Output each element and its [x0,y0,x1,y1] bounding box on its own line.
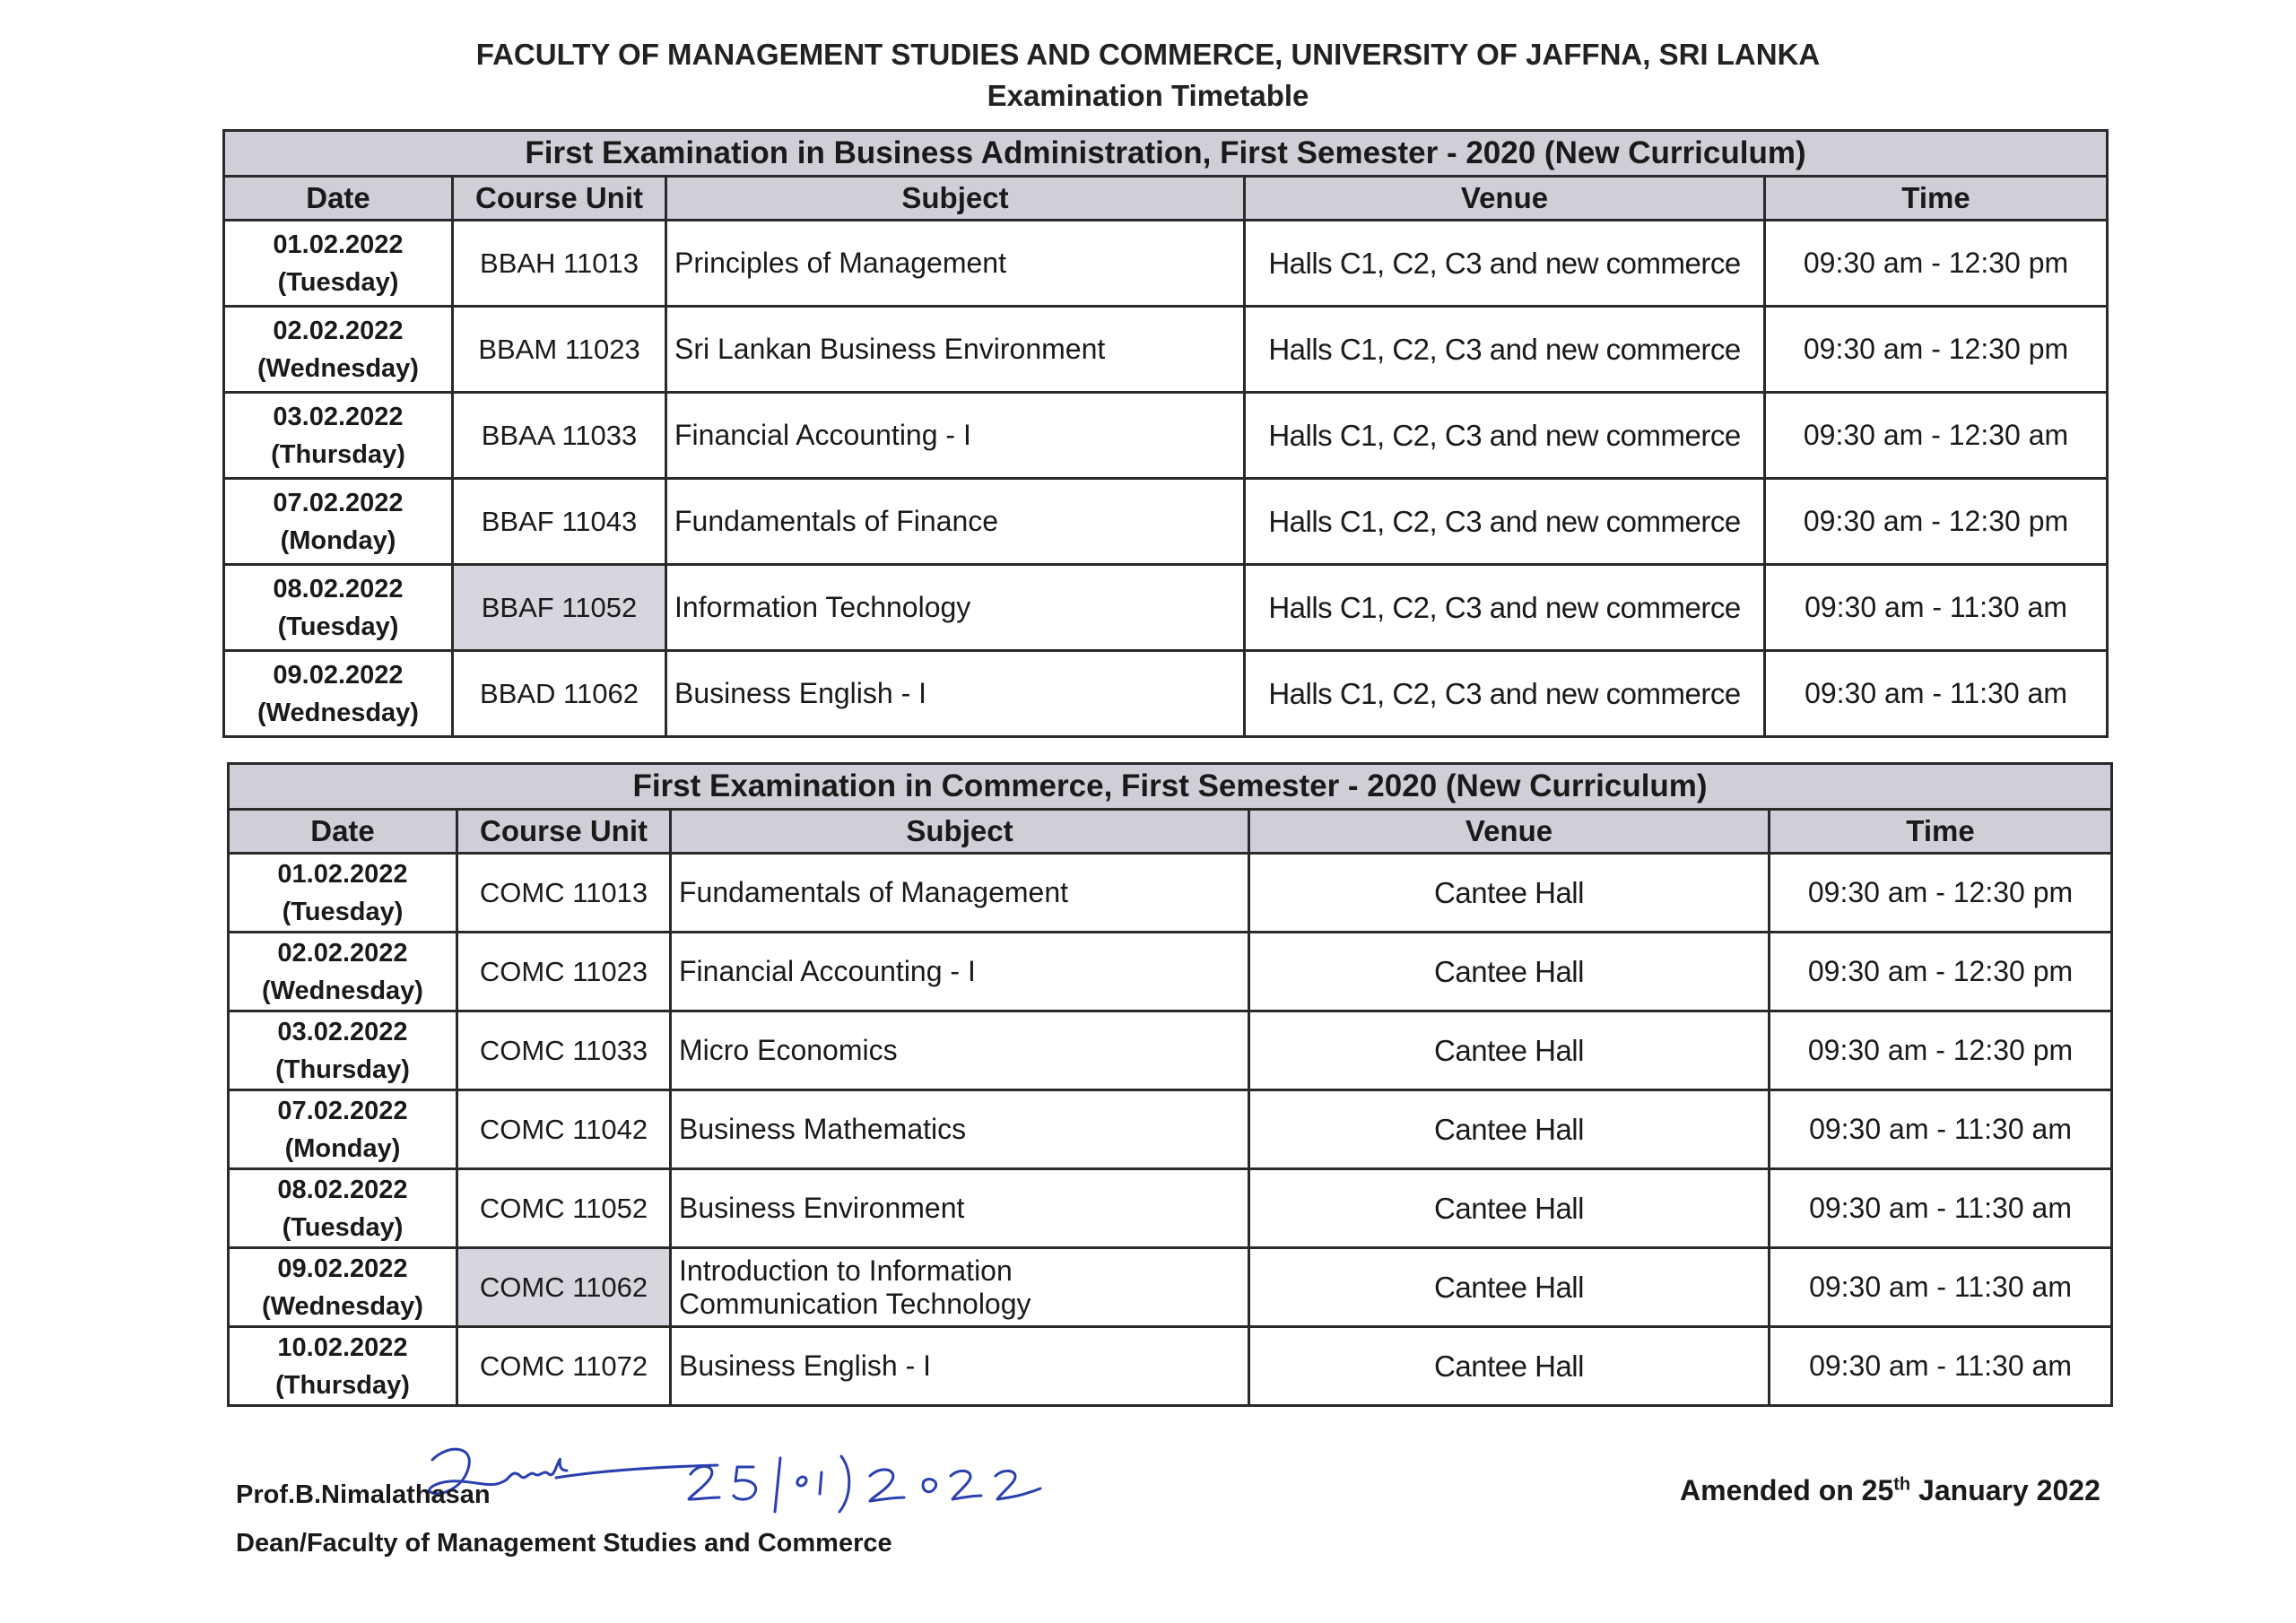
time-cell: 09:30 am - 11:30 am [1770,1327,2112,1406]
exam-day: (Tuesday) [282,897,404,926]
exam-date-cell [224,651,453,737]
course-unit-cell: COMC 11033 [457,1011,671,1090]
course-unit-cell: COMC 11062 [457,1248,671,1327]
time-cell: 09:30 am - 12:30 pm [1765,221,2108,307]
faculty-title: FACULTY OF MANAGEMENT STUDIES AND COMMERCE, UNIVERSITY OF JAFFNA, SRI LANKA [475,38,1821,71]
venue-cell: Cantee Hall [1249,933,1770,1011]
column-header-time: Time [1765,177,2108,221]
exam-date-cell [229,1327,457,1406]
subject-text: Fundamentals of Finance [674,505,999,537]
exam-date-cell [224,221,453,307]
column-header-date: Date [224,177,453,221]
subject-cell [666,307,1245,393]
venue-cell: Cantee Hall [1249,1169,1770,1248]
exam-day: (Wednesday) [257,353,419,383]
commerce-table-title: First Examination in Commerce, First Semester - 2020 (New Curriculum) [229,764,2112,810]
exam-day: (Tuesday) [282,1212,404,1242]
course-unit-cell: BBAF 11043 [453,479,666,565]
subject-cell [671,1090,1249,1169]
subject-cell [671,1327,1249,1406]
subject-text: Information Technology [674,591,971,623]
course-unit-cell: COMC 11072 [457,1327,671,1406]
venue-cell: Halls C1, C2, C3 and new commerce [1245,479,1765,565]
subject-cell [671,1248,1249,1327]
amended-date [1680,1474,2100,1507]
subject-cell [666,651,1245,737]
document-header [0,34,2296,117]
column-header-time: Time [1770,810,2112,854]
document-subtitle: Examination Timetable [987,79,1309,112]
time-cell: 09:30 am - 11:30 am [1765,565,2108,651]
column-header-course-unit: Course Unit [457,810,671,854]
course-unit-cell: BBAD 11062 [453,651,666,737]
exam-day: (Tuesday) [277,267,399,297]
venue-cell: Cantee Hall [1249,854,1770,933]
subject-text: Principles of Management [674,247,1006,279]
table-row [229,1090,2112,1169]
subject-text: Business Environment [679,1192,965,1224]
ba-table-title: First Examination in Business Administration, First Semester - 2020 (New Curriculum) [224,131,2108,177]
subject-cell [671,933,1249,1011]
exam-date-cell [224,565,453,651]
exam-day: (Thursday) [275,1055,410,1084]
subject-text: Business Mathematics [679,1113,967,1145]
exam-date: 09.02.2022 [273,660,404,690]
exam-date-cell [224,393,453,479]
column-header-venue: Venue [1245,177,1765,221]
subject-cell [666,565,1245,651]
column-header-subject: Subject [666,177,1245,221]
amended-suffix: January 2022 [1910,1474,2100,1506]
subject-cell [671,854,1249,933]
exam-date-cell [224,479,453,565]
exam-day: (Wednesday) [262,1291,423,1321]
ba-table-body [224,221,2108,737]
venue-cell: Cantee Hall [1249,1090,1770,1169]
column-header-subject: Subject [671,810,1249,854]
table-row [229,1248,2112,1327]
commerce-table-body [229,854,2112,1406]
exam-date: 09.02.2022 [277,1254,408,1283]
course-unit-cell: COMC 11013 [457,854,671,933]
subject-cell [666,393,1245,479]
table-row [224,479,2108,565]
table-row [224,393,2108,479]
exam-date-cell [229,1169,457,1248]
exam-date: 10.02.2022 [277,1332,408,1362]
course-unit-cell: COMC 11023 [457,933,671,1011]
exam-day: (Thursday) [271,439,405,469]
exam-date: 02.02.2022 [273,316,404,345]
venue-cell: Cantee Hall [1249,1327,1770,1406]
exam-date: 08.02.2022 [277,1175,408,1204]
venue-cell: Halls C1, C2, C3 and new commerce [1245,565,1765,651]
subject-text-line2: Communication Technology [679,1287,1031,1320]
subject-text: Sri Lankan Business Environment [674,333,1106,365]
table-row [229,1327,2112,1406]
time-cell: 09:30 am - 11:30 am [1770,1248,2112,1327]
exam-day: (Wednesday) [262,976,423,1005]
subject-text: Business English - I [674,677,927,709]
table-row [224,307,2108,393]
venue-cell: Cantee Hall [1249,1011,1770,1090]
subject-text: Introduction to Information [679,1254,1013,1287]
exam-date: 01.02.2022 [273,230,404,259]
exam-date: 03.02.2022 [273,402,404,431]
table-row [224,221,2108,307]
exam-day: (Thursday) [275,1370,410,1400]
venue-cell: Cantee Hall [1249,1248,1770,1327]
course-unit-cell: BBAA 11033 [453,393,666,479]
handwritten-signature [422,1426,1049,1524]
exam-day: (Monday) [280,525,396,555]
subject-text: Fundamentals of Management [679,876,1069,908]
exam-date-cell [229,933,457,1011]
exam-date-cell [224,307,453,393]
table-row [229,933,2112,1011]
signer-title: Dean/Faculty of Management Studies and Commerce [236,1529,892,1558]
table-row [229,1011,2112,1090]
column-header-date: Date [229,810,457,854]
venue-cell: Halls C1, C2, C3 and new commerce [1245,651,1765,737]
amended-ordinal: th [1893,1474,1911,1495]
amended-prefix: Amended on 25 [1680,1474,1894,1506]
course-unit-cell: BBAH 11013 [453,221,666,307]
time-cell: 09:30 am - 11:30 am [1765,651,2108,737]
exam-date: 02.02.2022 [277,938,408,968]
table-row [224,565,2108,651]
table-row [229,854,2112,933]
subject-text: Micro Economics [679,1034,898,1066]
course-unit-cell: COMC 11052 [457,1169,671,1248]
exam-day: (Tuesday) [277,612,399,641]
subject-cell [671,1011,1249,1090]
exam-date: 07.02.2022 [277,1096,408,1125]
exam-date-cell [229,1090,457,1169]
signer-name: Prof.B.Nimalathasan [236,1480,491,1509]
subject-cell [666,221,1245,307]
time-cell: 09:30 am - 11:30 am [1770,1169,2112,1248]
subject-text: Financial Accounting - I [674,419,971,451]
time-cell: 09:30 am - 12:30 am [1765,393,2108,479]
time-cell: 09:30 am - 12:30 pm [1770,1011,2112,1090]
time-cell: 09:30 am - 12:30 pm [1770,933,2112,1011]
column-header-course-unit: Course Unit [453,177,666,221]
exam-date-cell [229,854,457,933]
venue-cell: Halls C1, C2, C3 and new commerce [1245,221,1765,307]
course-unit-cell: BBAM 11023 [453,307,666,393]
ba-timetable [222,129,2109,738]
table-row [224,651,2108,737]
subject-text: Financial Accounting - I [679,955,976,987]
exam-date-cell [229,1011,457,1090]
table-row [229,1169,2112,1248]
exam-date: 08.02.2022 [273,574,404,603]
time-cell: 09:30 am - 12:30 pm [1765,479,2108,565]
subject-text: Business English - I [679,1350,932,1382]
exam-date-cell [229,1248,457,1327]
column-header-venue: Venue [1249,810,1770,854]
venue-cell: Halls C1, C2, C3 and new commerce [1245,307,1765,393]
course-unit-cell: BBAF 11052 [453,565,666,651]
exam-day: (Wednesday) [257,698,419,727]
time-cell: 09:30 am - 11:30 am [1770,1090,2112,1169]
exam-date: 07.02.2022 [273,488,404,517]
course-unit-cell: COMC 11042 [457,1090,671,1169]
exam-date: 03.02.2022 [277,1017,408,1046]
exam-day: (Monday) [284,1133,401,1163]
subject-cell [666,479,1245,565]
venue-cell: Halls C1, C2, C3 and new commerce [1245,393,1765,479]
time-cell: 09:30 am - 12:30 pm [1770,854,2112,933]
exam-date: 01.02.2022 [277,859,408,889]
commerce-timetable [227,762,2113,1407]
time-cell: 09:30 am - 12:30 pm [1765,307,2108,393]
subject-cell [671,1169,1249,1248]
